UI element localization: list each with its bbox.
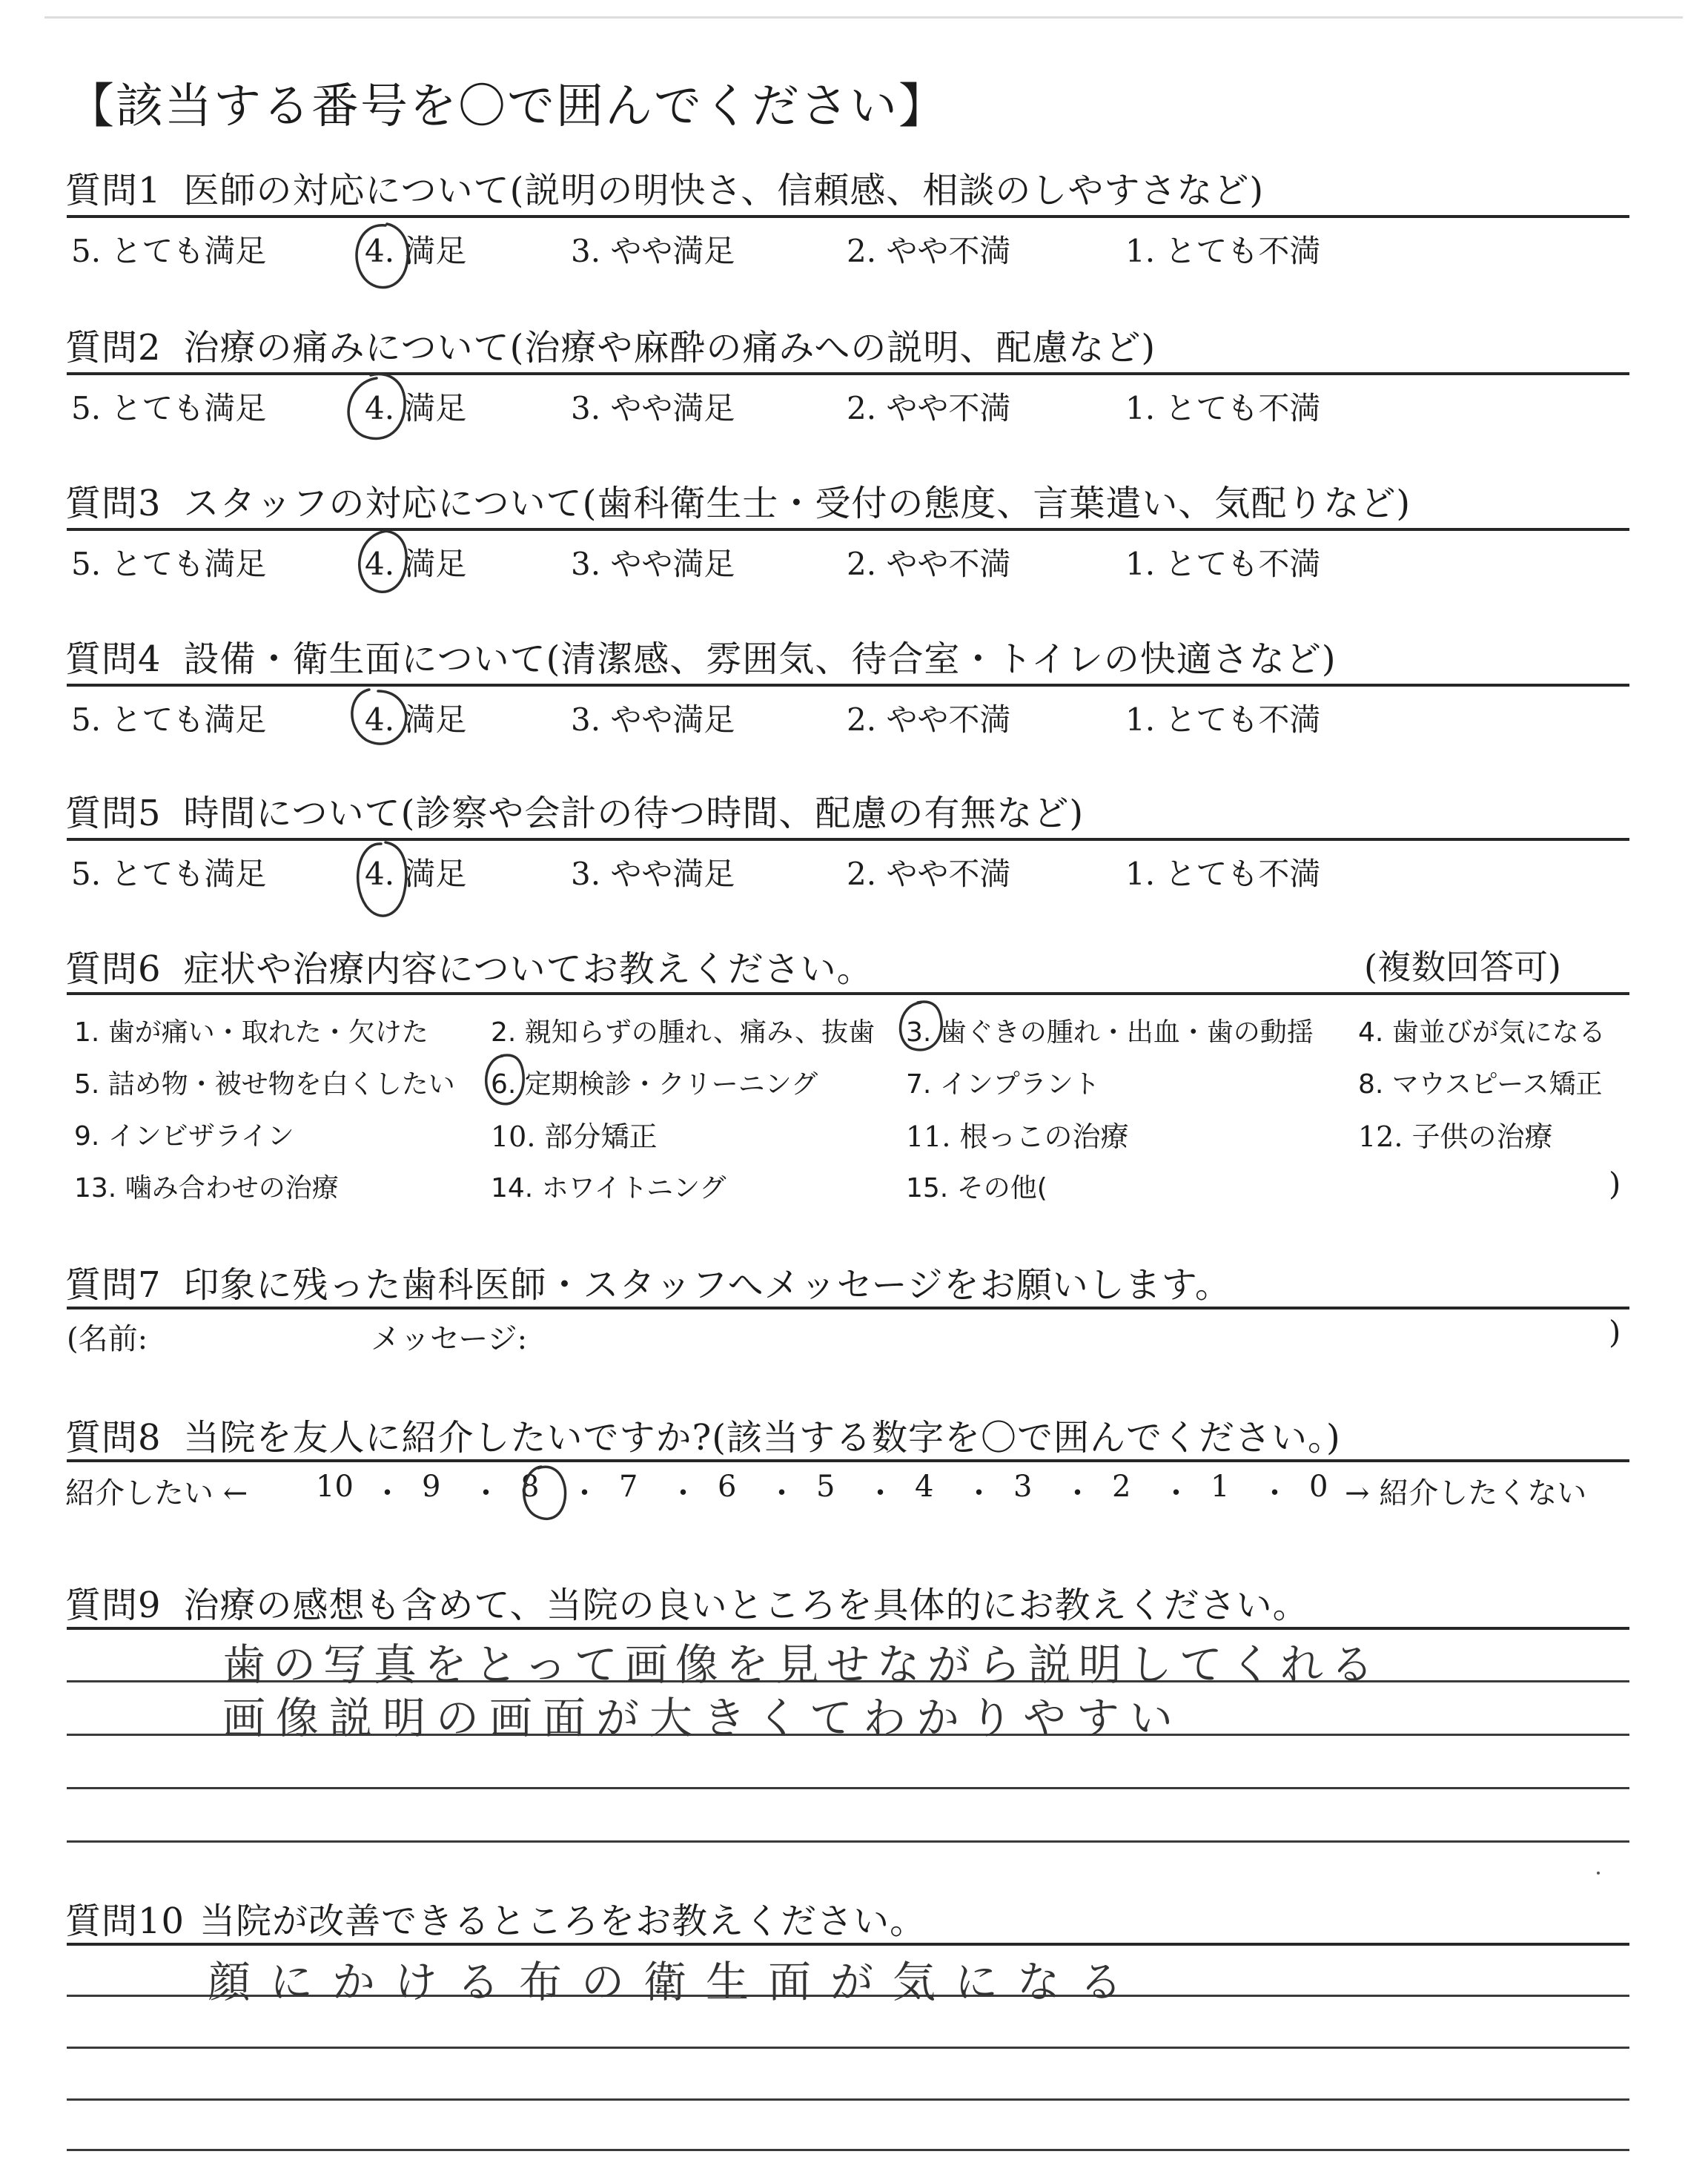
q7-name-label: (名前:	[67, 1322, 148, 1356]
q6-option-9[interactable]: 9. インビザライン	[74, 1121, 294, 1152]
question-number: 質問5	[65, 793, 162, 834]
q6-option-12[interactable]: 12. 子供の治療	[1358, 1120, 1553, 1153]
q9-handwritten-answer-line-1: 歯の写真をとって画像を見せながら説明してくれる	[222, 1639, 1381, 1690]
q8-right-label: → 紹介したくない	[1345, 1476, 1587, 1510]
question-rule	[67, 1459, 1629, 1462]
rating-option-1[interactable]: 1. とても不満	[1125, 856, 1321, 892]
rating-option-3[interactable]: 3. やや満足	[571, 701, 735, 738]
rating-option-3[interactable]: 3. やや満足	[571, 856, 735, 892]
rating-option-3[interactable]: 3. やや満足	[571, 546, 735, 582]
scale-value-10[interactable]: 10	[316, 1470, 354, 1504]
scale-separator: ・	[964, 1476, 994, 1510]
scale-value-7[interactable]: 7	[619, 1470, 638, 1504]
multiple-answers-note: (複数回答可)	[1364, 947, 1561, 987]
scale-separator: ・	[1260, 1476, 1290, 1510]
question-text: 当院が改善できるところをお教えください。	[199, 1900, 927, 1942]
q8-left-label: 紹介したい ←	[65, 1476, 248, 1510]
rating-option-5[interactable]: 5. とても満足	[71, 233, 267, 269]
question-text: 治療の痛みについて(治療や麻酔の痛みへの説明、配慮など)	[183, 327, 1156, 369]
question-4-heading	[65, 630, 1337, 681]
question-number: 質問4	[65, 638, 162, 680]
q7-close-paren: )	[1609, 1314, 1621, 1350]
question-number: 質問3	[65, 483, 162, 524]
q6-option-13[interactable]: 13. 噛み合わせの治療	[74, 1173, 339, 1203]
scale-separator: ・	[767, 1476, 797, 1510]
rating-option-1[interactable]: 1. とても不満	[1125, 390, 1321, 426]
question-text: スタッフの対応について(歯科衛生士・受付の態度、言葉遣い、気配りなど)	[183, 483, 1411, 524]
rating-option-3[interactable]: 3. やや満足	[571, 390, 735, 426]
rating-option-5[interactable]: 5. とても満足	[71, 856, 267, 892]
question-rule	[67, 1307, 1629, 1309]
scale-value-6[interactable]: 6	[718, 1470, 737, 1504]
rating-option-5[interactable]: 5. とても満足	[71, 701, 267, 738]
scale-separator: ・	[865, 1476, 896, 1510]
question-rule	[67, 992, 1629, 995]
rating-option-2[interactable]: 2. やや不満	[847, 701, 1011, 738]
question-number: 質問7	[65, 1264, 162, 1306]
q6-option-15[interactable]: 15. その他(	[906, 1173, 1047, 1203]
question-10-heading	[65, 1892, 926, 1943]
scan-edge	[44, 16, 1683, 19]
question-rule	[67, 838, 1629, 841]
question-text: 治療の感想も含めて、当院の良いところを具体的にお教えください。	[183, 1585, 1309, 1626]
scale-separator: ・	[569, 1476, 600, 1510]
rating-option-1[interactable]: 1. とても不満	[1125, 233, 1321, 269]
question-text: 症状や治療内容についてお教えください。	[183, 948, 873, 990]
rating-option-4[interactable]: 4. 満足	[365, 233, 467, 269]
scale-value-2[interactable]: 2	[1112, 1470, 1131, 1504]
q6-option-11[interactable]: 11. 根っこの治療	[906, 1120, 1129, 1153]
scale-value-8[interactable]: 8	[520, 1470, 540, 1504]
scale-separator: ・	[372, 1476, 403, 1510]
question-rule	[67, 1943, 1629, 1946]
q6-option-1[interactable]: 1. 歯が痛い・取れた・欠けた	[74, 1017, 428, 1048]
scale-value-3[interactable]: 3	[1013, 1470, 1033, 1504]
q6-option-10[interactable]: 10. 部分矯正	[491, 1120, 658, 1153]
answer-line	[67, 1787, 1629, 1789]
question-number: 質問9	[65, 1585, 162, 1626]
q7-message-label: メッセージ:	[371, 1322, 528, 1356]
rating-option-1[interactable]: 1. とても不満	[1125, 701, 1321, 738]
scale-separator: ・	[668, 1476, 698, 1510]
q10-handwritten-answer: 顔にかける布の衛生面が気になる	[208, 1957, 1142, 2007]
rating-option-4[interactable]: 4. 満足	[365, 856, 467, 892]
rating-option-4[interactable]: 4. 満足	[365, 390, 467, 426]
question-3-heading	[65, 475, 1411, 526]
rating-option-2[interactable]: 2. やや不満	[847, 546, 1011, 582]
rating-option-3[interactable]: 3. やや満足	[571, 233, 735, 269]
question-text: 医師の対応について(説明の明快さ、信頼感、相談のしやすさなど)	[183, 170, 1265, 211]
rating-option-2[interactable]: 2. やや不満	[847, 390, 1011, 426]
rating-option-4[interactable]: 4. 満足	[365, 546, 467, 582]
question-8-heading	[65, 1409, 1341, 1460]
page-title: 【該当する番号を〇で囲んでください】	[67, 79, 947, 134]
q9-handwritten-answer-line-2: 画像説明の画面が大きくてわかりやすい	[222, 1693, 1184, 1743]
question-number: 質問2	[65, 327, 162, 369]
scale-value-1[interactable]: 1	[1211, 1470, 1230, 1504]
question-text: 当院を友人に紹介したいですか?(該当する数字を〇で囲んでください。)	[183, 1417, 1341, 1459]
question-9-heading	[65, 1576, 1309, 1628]
scale-separator: ・	[1062, 1476, 1093, 1510]
question-1-heading	[65, 162, 1264, 213]
question-text: 印象に残った歯科医師・スタッフへメッセージをお願いします。	[183, 1264, 1231, 1306]
question-rule	[67, 684, 1629, 687]
question-number: 質問8	[65, 1417, 162, 1459]
answer-line	[67, 2149, 1629, 2151]
answer-line	[67, 2047, 1629, 2049]
q6-option-8[interactable]: 8. マウスピース矯正	[1358, 1069, 1603, 1100]
question-rule	[67, 528, 1629, 531]
question-rule	[67, 372, 1629, 375]
rating-option-4[interactable]: 4. 満足	[365, 701, 467, 738]
question-number: 質問1	[65, 170, 162, 211]
answer-line	[67, 1840, 1629, 1843]
scale-value-4[interactable]: 4	[915, 1470, 934, 1504]
q6-option-4[interactable]: 4. 歯並びが気になる	[1358, 1017, 1606, 1048]
q6-option-5[interactable]: 5. 詰め物・被せ物を白くしたい	[74, 1069, 455, 1100]
scan-speck	[1597, 1872, 1600, 1875]
question-number: 質問6	[65, 948, 162, 990]
question-text: 時間について(診察や会計の待つ時間、配慮の有無など)	[183, 793, 1085, 834]
q6-option-3[interactable]: 3. 歯ぐきの腫れ・出血・歯の動揺	[906, 1017, 1314, 1048]
question-7-heading	[65, 1256, 1231, 1307]
q6-option-7[interactable]: 7. インプラント	[906, 1069, 1100, 1100]
rating-option-2[interactable]: 2. やや不満	[847, 233, 1011, 269]
rating-option-5[interactable]: 5. とても満足	[71, 546, 267, 582]
answer-line	[67, 2098, 1629, 2101]
q6-other-close-paren: )	[1609, 1166, 1621, 1202]
scale-value-5[interactable]: 5	[816, 1470, 835, 1504]
question-5-heading	[65, 785, 1084, 836]
scale-value-0[interactable]: 0	[1309, 1470, 1328, 1504]
q6-option-14[interactable]: 14. ホワイトニング	[491, 1173, 726, 1203]
q6-option-2[interactable]: 2. 親知らずの腫れ、痛み、抜歯	[491, 1017, 875, 1048]
q6-option-6[interactable]: 6. 定期検診・クリーニング	[491, 1069, 818, 1100]
scale-separator: ・	[471, 1476, 501, 1510]
question-rule	[67, 215, 1629, 218]
rating-option-1[interactable]: 1. とても不満	[1125, 546, 1321, 582]
question-text: 設備・衛生面について(清潔感、雰囲気、待合室・トイレの快適さなど)	[183, 638, 1337, 680]
scale-value-9[interactable]: 9	[422, 1470, 441, 1504]
question-number: 質問10	[65, 1900, 185, 1942]
scale-separator: ・	[1161, 1476, 1191, 1510]
question-6-heading	[65, 940, 873, 991]
rating-option-5[interactable]: 5. とても満足	[71, 390, 267, 426]
rating-option-2[interactable]: 2. やや不満	[847, 856, 1011, 892]
question-2-heading	[65, 319, 1156, 370]
